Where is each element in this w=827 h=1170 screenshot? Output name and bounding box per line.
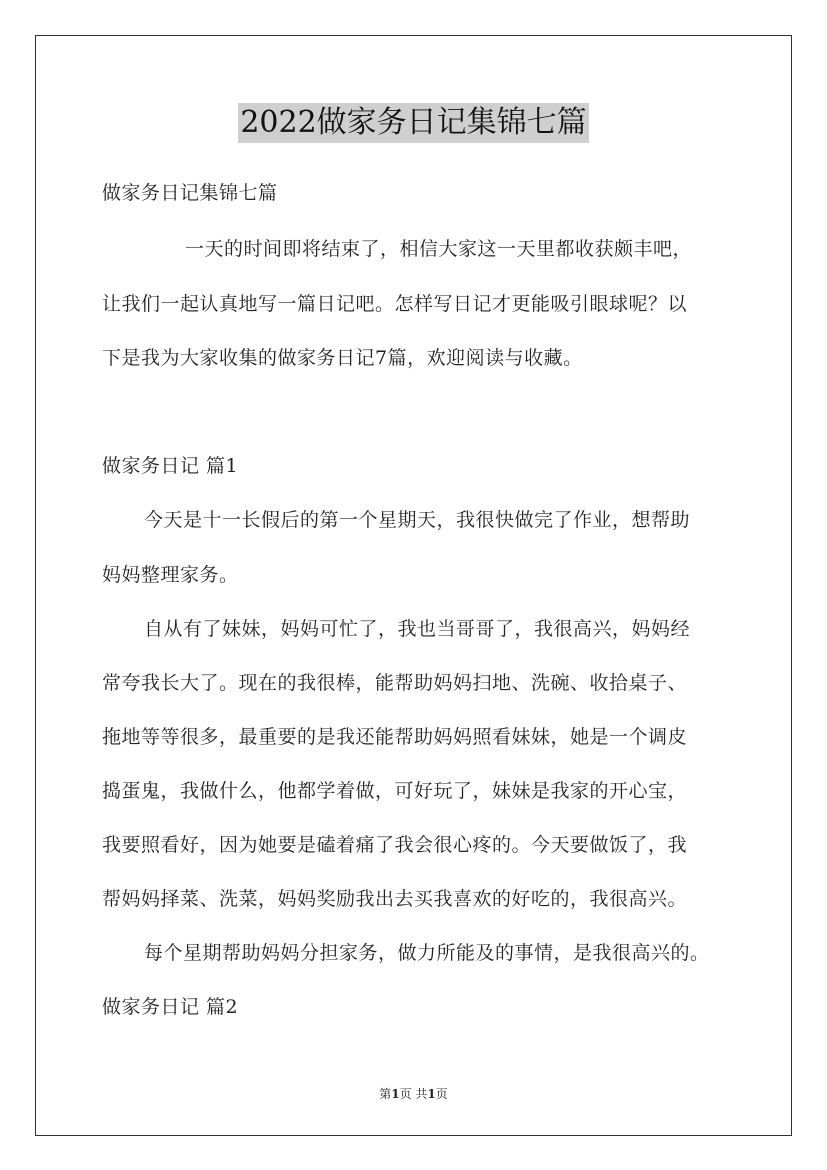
footer-total-suffix: 页 bbox=[435, 1087, 448, 1101]
footer-page-number: 1 bbox=[391, 1087, 400, 1101]
section-heading-1: 做家务日记 篇1 bbox=[102, 455, 239, 477]
footer-page-prefix: 第 bbox=[379, 1087, 392, 1101]
subtitle-line: 做家务日记集锦七篇 bbox=[102, 182, 278, 204]
page-footer bbox=[0, 1085, 827, 1102]
body-line-8: 帮妈妈择菜、洗菜，妈妈奖励我出去买我喜欢的好吃的，我很高兴。 bbox=[102, 888, 688, 910]
document-title: 2022做家务日记集锦七篇 bbox=[238, 103, 588, 143]
body-line-4: 常夸我长大了。现在的我很棒，能帮助妈妈扫地、洗碗、收拾桌子、 bbox=[102, 672, 688, 694]
body-line-6: 捣蛋鬼，我做什么，他都学着做，可好玩了，妹妹是我家的开心宝， bbox=[102, 780, 688, 802]
body-line-1: 今天是十一长假后的第一个星期天，我很快做完了作业，想帮助 bbox=[144, 509, 691, 531]
body-line-9: 每个星期帮助妈妈分担家务，做力所能及的事情，是我很高兴的。 bbox=[144, 942, 710, 964]
footer-total-number: 1 bbox=[427, 1087, 436, 1101]
body-line-2: 妈妈整理家务。 bbox=[102, 564, 239, 586]
body-line-7: 我要照看好，因为她要是磕着痛了我会很心疼的。今天要做饭了，我 bbox=[102, 834, 688, 856]
footer-page-suffix: 页 共 bbox=[399, 1087, 428, 1101]
body-line-5: 拖地等等很多，最重要的是我还能帮助妈妈照看妹妹，她是一个调皮 bbox=[102, 726, 688, 748]
intro-line-2: 让我们一起认真地写一篇日记吧。怎样写日记才更能吸引眼球呢？以 bbox=[102, 293, 688, 315]
body-line-3: 自从有了妹妹，妈妈可忙了，我也当哥哥了，我很高兴，妈妈经 bbox=[144, 618, 691, 640]
title-container bbox=[0, 103, 827, 143]
intro-line-3: 下是我为大家收集的做家务日记7篇，欢迎阅读与收藏。 bbox=[102, 347, 583, 369]
section-heading-2: 做家务日记 篇2 bbox=[102, 996, 239, 1018]
intro-line-1: 一天的时间即将结束了，相信大家这一天里都收获颇丰吧， bbox=[185, 238, 693, 260]
